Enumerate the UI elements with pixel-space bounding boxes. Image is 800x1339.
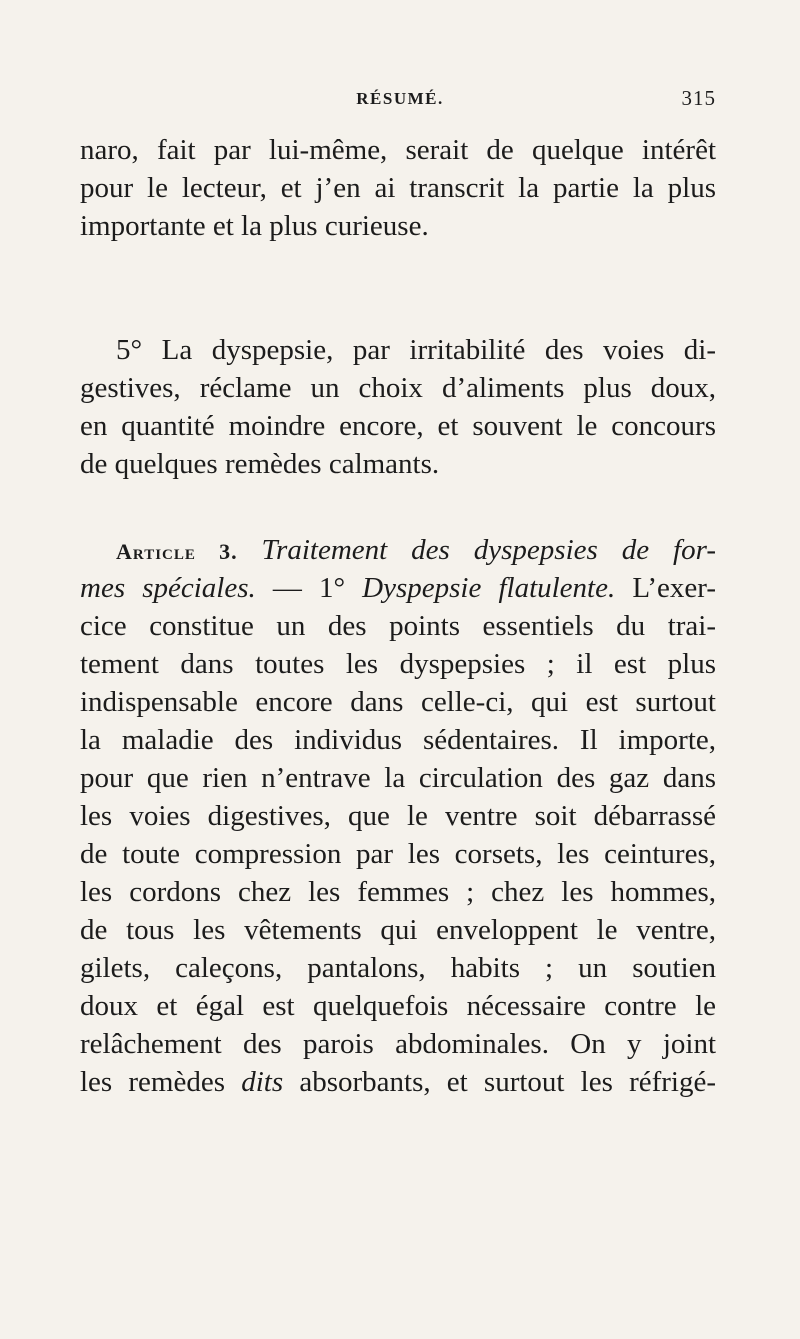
text-line: de toute compression par les corsets, les ceintures, xyxy=(80,838,716,870)
section-number: — 1° xyxy=(272,572,346,604)
text-line: importante et la plus curieuse. xyxy=(80,210,429,242)
italic-word: dits xyxy=(241,1066,284,1098)
text-line: 5° La dyspepsie, par irritabilité des voies di- xyxy=(116,334,716,366)
text-line: gilets, caleçons, pantalons, habits ; un soutien xyxy=(80,952,716,984)
text-line: de tous les vêtements qui enveloppent le ventre, xyxy=(80,914,716,946)
text-fragment: absorbants, et surtout les réfrigé- xyxy=(299,1066,716,1098)
article-heading-line xyxy=(80,531,716,569)
text-line: gestives, réclame un choix d’aliments plus doux, xyxy=(80,372,716,404)
text-line: la maladie des individus sédentaires. Il importe, xyxy=(80,724,716,756)
text-line: naro, fait par lui-même, serait de quelque intérêt xyxy=(80,134,716,166)
running-head: RÉSUMÉ. xyxy=(356,89,444,108)
text-line: relâchement des parois abdominales. On y joint xyxy=(80,1028,716,1060)
text-line xyxy=(80,569,716,607)
text-line: pour le lecteur, et j’en ai transcrit la partie la plus xyxy=(80,172,716,204)
text-line: indispensable encore dans celle-ci, qui est surtout xyxy=(80,686,716,718)
text-line: tement dans toutes les dyspepsies ; il est plus xyxy=(80,648,716,680)
text-fragment: les remèdes xyxy=(80,1066,226,1098)
section-title: Dyspepsie flatulente. xyxy=(362,572,616,604)
article-title-cont: mes spéciales. xyxy=(80,572,256,604)
article-title: Traitement des dyspepsies de for- xyxy=(261,534,716,566)
page-header xyxy=(84,86,716,116)
text-line: en quantité moindre encore, et souvent le concours xyxy=(80,410,716,442)
text-line: les voies digestives, que le ventre soit débarrassé xyxy=(80,800,716,832)
page-number: 315 xyxy=(681,86,716,110)
text-line xyxy=(80,1063,716,1101)
text-line: pour que rien n’entrave la circulation des gaz dans xyxy=(80,762,716,794)
text-line: doux et égal est quelquefois nécessaire contre le xyxy=(80,990,716,1022)
text-fragment: L’exer- xyxy=(632,572,716,604)
text-line: les cordons chez les femmes ; chez les hommes, xyxy=(80,876,716,908)
article-label: Article 3. xyxy=(116,539,238,564)
text-line: cice constitue un des points essentiels du trai- xyxy=(80,610,716,642)
text-line: de quelques remèdes calmants. xyxy=(80,448,440,480)
paragraph-2 xyxy=(80,331,716,483)
paragraph-3 xyxy=(80,531,716,1101)
paragraph-1 xyxy=(80,131,716,245)
